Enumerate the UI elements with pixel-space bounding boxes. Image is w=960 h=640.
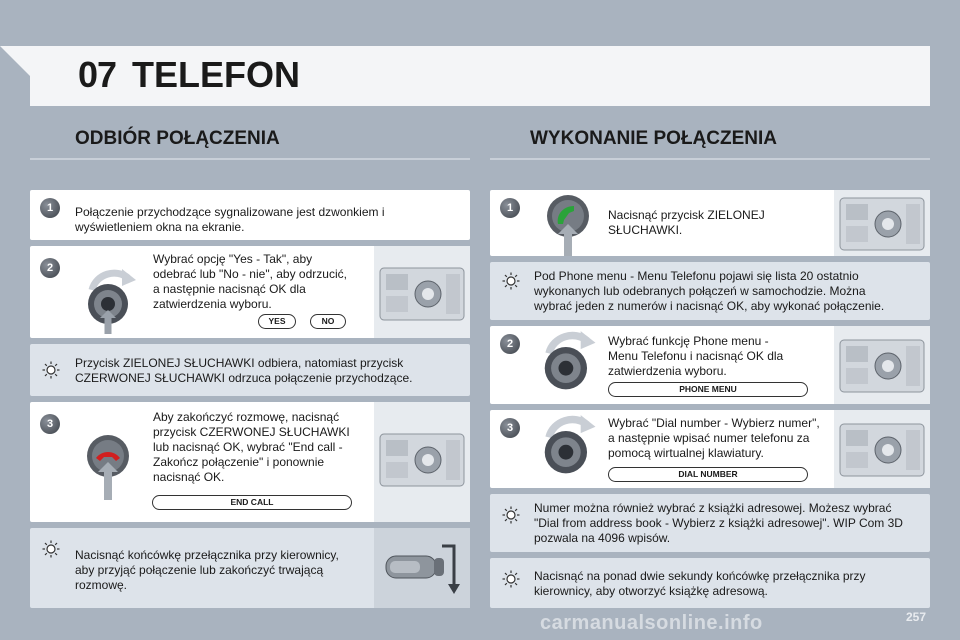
step-text: Aby zakończyć rozmowę, nacisnąć przycisk CZERWONEJ SŁUCHAWKI lub nacisnąć OK, wybrać "End call - Zakończ połączenie" i ponownie nacisnąć OK. xyxy=(153,410,350,484)
tip-card xyxy=(490,262,930,320)
divider xyxy=(490,158,930,160)
rotary-knob-icon xyxy=(538,412,598,486)
info-icon xyxy=(502,570,520,588)
watermark: carmanualsonline.info xyxy=(540,612,763,634)
step-text: Wybrać "Dial number - Wybierz numer", a następnie wpisać numer telefonu za pomocą wirtualnej klawiatury. xyxy=(608,416,820,460)
step-text: Nacisnąć przycisk ZIELONEJ SŁUCHAWKI. xyxy=(608,208,765,237)
phone-menu-button[interactable]: PHONE MENU xyxy=(608,382,808,397)
step-badge: 2 xyxy=(500,334,520,354)
step-badge: 3 xyxy=(40,414,60,434)
step-badge: 2 xyxy=(40,258,60,278)
tip-card xyxy=(490,494,930,552)
yes-option[interactable]: YES xyxy=(258,314,296,329)
red-handset-button-icon xyxy=(82,432,138,502)
dial-number-button[interactable]: DIAL NUMBER xyxy=(608,467,808,482)
info-icon xyxy=(42,540,60,558)
tip-card-steering-stalk xyxy=(30,528,470,608)
divider xyxy=(30,158,470,160)
end-call-button[interactable]: END CALL xyxy=(152,495,352,510)
step-card-green-handset xyxy=(490,190,930,256)
chapter-number: 07 xyxy=(78,54,117,95)
tip-text: Pod Phone menu - Menu Telefonu pojawi się lista 20 ostatnio wykonanych lub odebranych połączeń w samochodzie. Można wybrać jeden z numerów i nacisnąć OK, aby wykonać połączenie. xyxy=(534,269,885,313)
info-icon xyxy=(502,272,520,290)
step-text: Wybrać funkcję Phone menu - Menu Telefonu i nacisnąć OK dla zatwierdzenia wyboru. xyxy=(608,334,784,378)
tip-text: Nacisnąć na ponad dwie sekundy końcówkę przełącznika przy kierownicy, aby otworzyć książkę adresową. xyxy=(534,569,866,598)
steering-stalk-icon xyxy=(382,538,462,598)
step-card-accept-reject xyxy=(30,246,470,338)
info-icon xyxy=(502,506,520,524)
no-option[interactable]: NO xyxy=(310,314,346,329)
radio-panel-icon xyxy=(378,264,466,324)
radio-panel-icon xyxy=(838,420,926,480)
rotary-knob-icon xyxy=(82,266,138,336)
tip-card xyxy=(30,344,470,396)
rotary-knob-icon xyxy=(538,328,598,402)
radio-panel-icon xyxy=(378,430,466,490)
radio-panel-icon xyxy=(838,194,926,254)
step-text: Wybrać opcję "Yes - Tak", aby odebrać lub "No - nie", aby odrzucić, a następnie nacisnąć OK dla zatwierdzenia wyboru. xyxy=(153,252,347,311)
step-text: Połączenie przychodzące sygnalizowane jest dzwonkiem i wyświetleniem okna na ekranie. xyxy=(75,205,385,234)
chapter-title: TELEFON xyxy=(132,54,300,95)
tip-text: Przycisk ZIELONEJ SŁUCHAWKI odbiera, natomiast przycisk CZERWONEJ SŁUCHAWKI odrzuca połączenie przychodzące. xyxy=(75,356,413,385)
green-handset-button-icon xyxy=(542,192,598,256)
step-card-dial-number xyxy=(490,410,930,488)
page-number: 257 xyxy=(906,610,927,624)
step-card-phone-menu xyxy=(490,326,930,404)
step-card-end-call xyxy=(30,402,470,522)
step-card-incoming xyxy=(30,190,470,240)
step-badge: 3 xyxy=(500,418,520,438)
step-badge: 1 xyxy=(40,198,60,218)
section-heading-answer: ODBIÓR POŁĄCZENIA xyxy=(75,128,280,149)
tip-text: Numer można również wybrać z książki adresowej. Możesz wybrać "Dial from address book - Wybierz z książki adresowej". WIP Com 3D pozwala na 4096 wpisów. xyxy=(534,501,903,545)
info-icon xyxy=(42,361,60,379)
section-heading-call: WYKONANIE POŁĄCZENIA xyxy=(530,128,777,149)
tip-text: Nacisnąć końcówkę przełącznika przy kierownicy, aby przyjąć połączenie lub zakończyć trwającą rozmowę. xyxy=(75,548,339,592)
radio-panel-icon xyxy=(838,336,926,396)
step-badge: 1 xyxy=(500,198,520,218)
tip-card xyxy=(490,558,930,608)
